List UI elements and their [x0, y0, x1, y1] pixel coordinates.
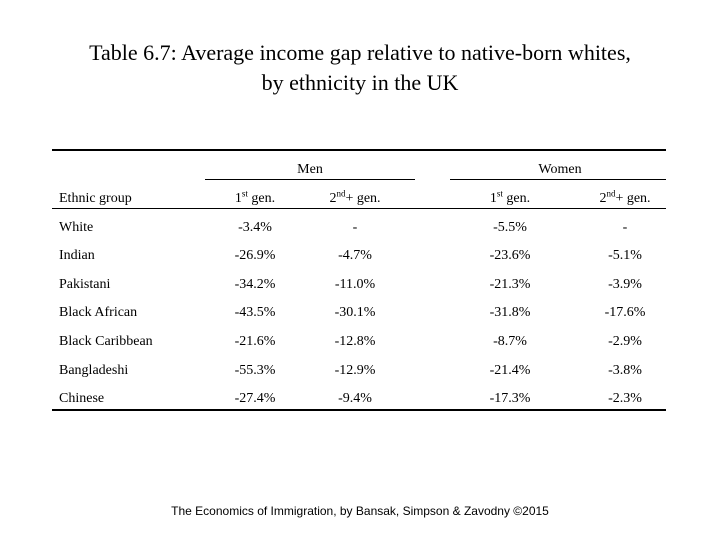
women-group-rule [450, 179, 666, 180]
footer-citation: The Economics of Immigration, by Bansak, Simpson & Zavodny ©2015 [171, 504, 549, 518]
col-header-men-1st [200, 188, 310, 207]
table-title [0, 38, 720, 98]
cell-women-1st: -17.3% [489, 391, 531, 406]
cell-men-2nd: -30.1% [334, 305, 376, 320]
gen2-rest: + gen. [615, 191, 651, 206]
gen1-sup: st [241, 188, 248, 199]
cell-women-1st: -8.7% [493, 334, 527, 349]
row-label: Pakistani [59, 277, 111, 292]
gen2-num: 2 [329, 191, 337, 206]
gen2-num: 2 [599, 191, 607, 206]
cell-men-1st: -43.5% [234, 305, 276, 320]
cell-men-1st: -26.9% [234, 248, 276, 263]
row-label: Black Caribbean [59, 334, 153, 349]
cell-women-2nd: -2.9% [608, 334, 642, 349]
cell-men-1st: -55.3% [234, 363, 276, 378]
gen1-sup: st [496, 188, 503, 199]
cell-women-1st: -21.4% [489, 363, 531, 378]
cell-men-2nd: -9.4% [338, 391, 372, 406]
cell-women-2nd: -3.8% [608, 363, 642, 378]
cell-men-1st: -34.2% [234, 277, 276, 292]
cell-women-1st: -5.5% [493, 220, 527, 235]
cell-men-1st: -27.4% [234, 391, 276, 406]
title-line-2: by ethnicity in the UK [261, 70, 459, 95]
cell-men-2nd: -12.9% [334, 363, 376, 378]
header-rule [52, 208, 666, 209]
row-label: Chinese [59, 391, 105, 406]
cell-men-2nd: -11.0% [334, 277, 376, 292]
cell-men-2nd: -4.7% [338, 248, 372, 263]
cell-women-1st: -31.8% [489, 305, 531, 320]
cell-men-1st: -21.6% [234, 334, 276, 349]
top-rule [52, 149, 666, 151]
cell-women-1st: -23.6% [489, 248, 531, 263]
cell-women-2nd: -2.3% [608, 391, 642, 406]
col-header-ethnic-group: Ethnic group [59, 191, 132, 206]
cell-women-2nd: -5.1% [608, 248, 642, 263]
gen2-rest: + gen. [345, 191, 381, 206]
bottom-rule [52, 409, 666, 411]
col-header-women-2nd [570, 188, 680, 207]
row-label: Black African [59, 305, 138, 320]
cell-women-1st: -21.3% [489, 277, 531, 292]
men-group-header: Men [297, 162, 323, 177]
cell-men-1st: -3.4% [238, 220, 272, 235]
gen1-rest: gen. [502, 191, 531, 206]
col-header-men-2nd [300, 188, 410, 207]
cell-men-2nd: - [352, 220, 358, 235]
gen1-num: 1 [489, 191, 497, 206]
gen2-sup: nd [606, 188, 616, 199]
cell-women-2nd: -3.9% [608, 277, 642, 292]
women-group-header: Women [538, 162, 582, 177]
cell-men-2nd: -12.8% [334, 334, 376, 349]
title-line-1: Table 6.7: Average income gap relative to native-born whites, [89, 40, 631, 65]
cell-women-2nd: -17.6% [604, 305, 646, 320]
men-group-rule [205, 179, 415, 180]
gen1-rest: gen. [247, 191, 276, 206]
cell-women-2nd: - [622, 220, 628, 235]
row-label: Bangladeshi [59, 363, 129, 378]
gen2-sup: nd [336, 188, 346, 199]
col-header-women-1st [455, 188, 565, 207]
gen1-num: 1 [234, 191, 242, 206]
row-label: White [59, 220, 94, 235]
row-label: Indian [59, 248, 95, 263]
